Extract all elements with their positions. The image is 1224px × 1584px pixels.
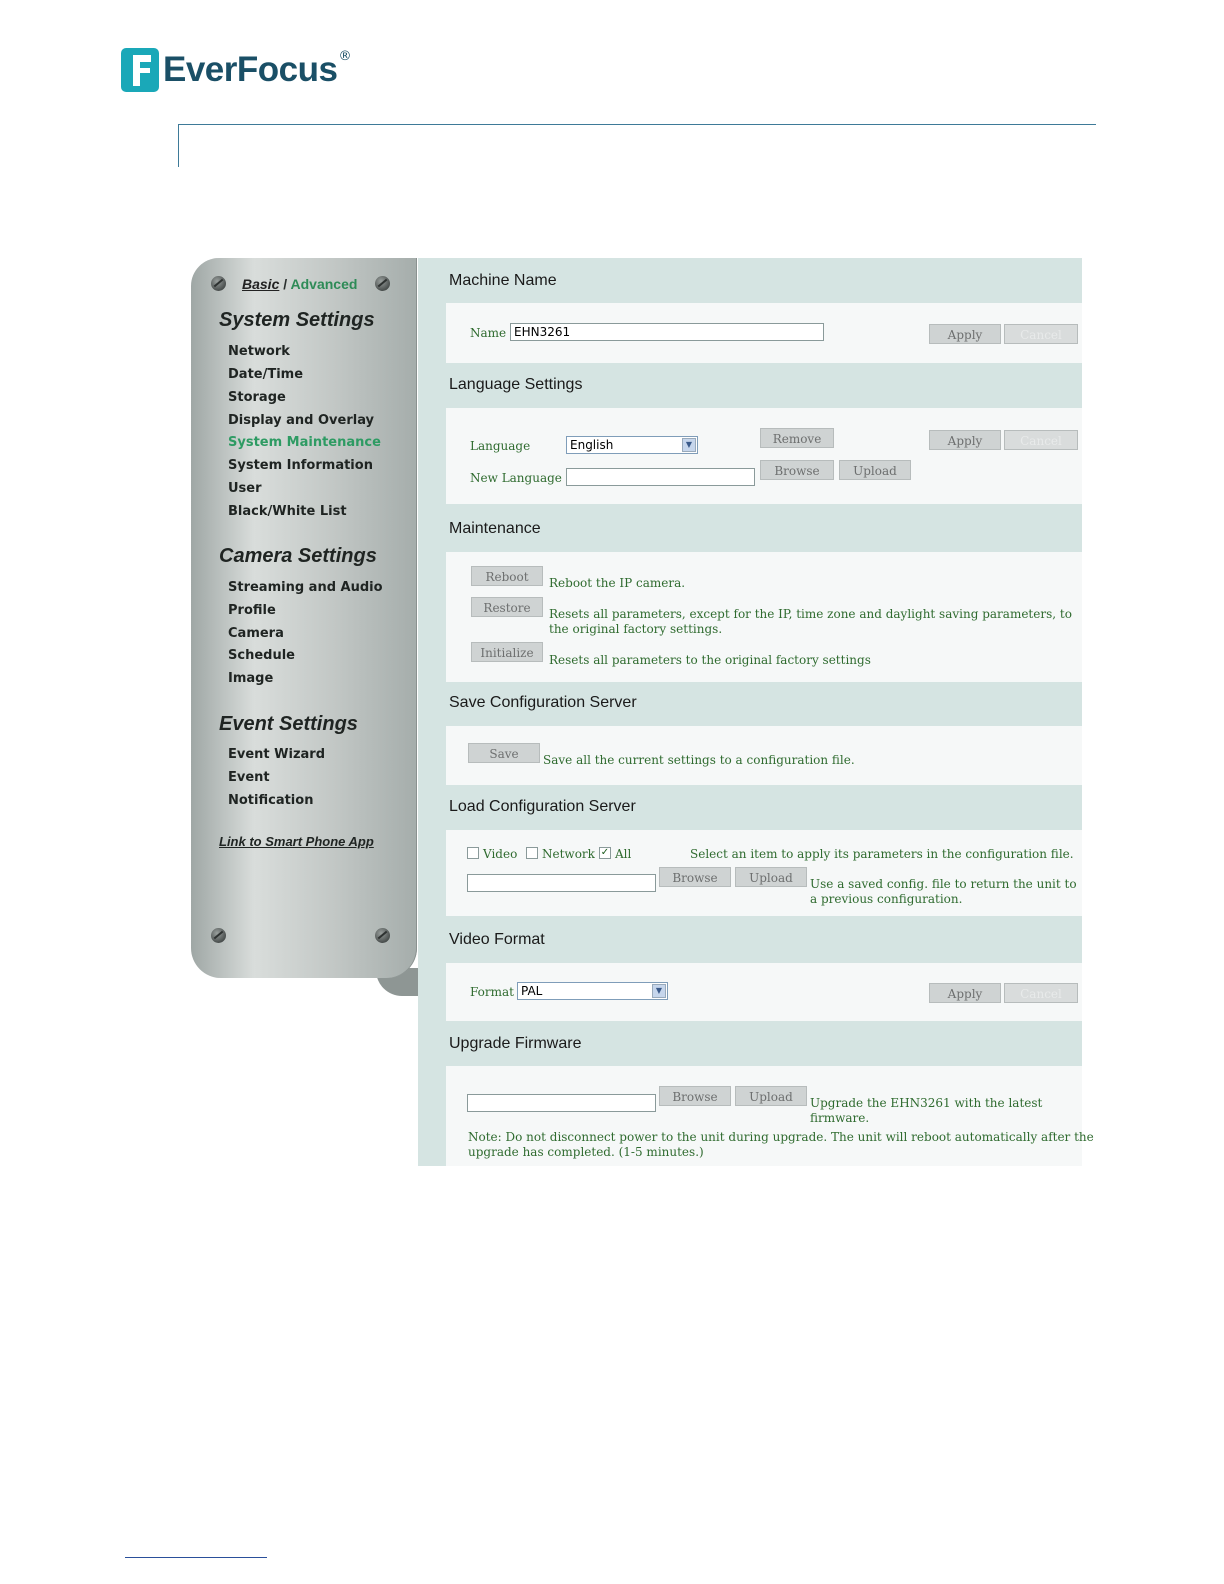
footer-rule xyxy=(125,1557,267,1558)
initialize-button[interactable]: Initialize xyxy=(471,642,543,662)
machine-apply-button[interactable]: Apply xyxy=(929,324,1001,344)
nav-camera[interactable]: Camera xyxy=(228,626,284,641)
everfocus-logo-icon xyxy=(121,48,159,92)
remove-language-button[interactable]: Remove xyxy=(760,428,834,448)
mode-switch xyxy=(242,276,357,292)
nav-image[interactable]: Image xyxy=(228,671,274,686)
registered-mark: ® xyxy=(338,48,352,64)
new-language-label: New Language xyxy=(470,471,562,485)
screw-icon xyxy=(211,276,226,291)
initialize-description: Resets all parameters to the original factory settings xyxy=(549,653,871,667)
firmware-description-line1: Upgrade the EHN3261 with the latest xyxy=(810,1096,1043,1110)
network-checkbox-label: Network xyxy=(542,847,595,861)
event-settings-title: Event Settings xyxy=(219,713,358,735)
firmware-browse-button[interactable]: Browse xyxy=(659,1086,731,1106)
screw-icon xyxy=(375,276,390,291)
video-format-apply-button[interactable]: Apply xyxy=(929,983,1001,1003)
nav-event-wizard[interactable]: Event Wizard xyxy=(228,747,326,762)
firmware-upload-button[interactable]: Upload xyxy=(735,1086,807,1106)
all-checkbox[interactable]: ✓ xyxy=(600,847,610,858)
video-format-cancel-button[interactable]: Cancel xyxy=(1004,983,1078,1003)
chevron-down-icon: ▼ xyxy=(682,438,696,452)
browse-language-button[interactable]: Browse xyxy=(760,460,834,480)
restore-description-line2: the original factory settings. xyxy=(549,622,723,636)
nav-user[interactable]: User xyxy=(228,481,262,496)
language-box xyxy=(446,408,1082,504)
screw-icon xyxy=(211,928,226,943)
everfocus-logo xyxy=(121,48,351,92)
basic-mode-link[interactable]: Basic xyxy=(242,276,280,292)
advanced-mode-link[interactable]: Advanced xyxy=(290,276,358,292)
nav-date-time[interactable]: Date/Time xyxy=(228,367,304,382)
save-config-button[interactable]: Save xyxy=(468,743,540,763)
nav-system-information[interactable]: System Information xyxy=(228,458,373,473)
nav-storage[interactable]: Storage xyxy=(228,390,286,405)
load-config-title: Load Configuration Server xyxy=(449,798,636,815)
reboot-button[interactable]: Reboot xyxy=(471,566,543,586)
header-rule xyxy=(178,124,1096,125)
upload-language-button[interactable]: Upload xyxy=(839,460,911,480)
camera-settings-title: Camera Settings xyxy=(219,545,377,567)
machine-name-input[interactable]: EHN3261 xyxy=(510,323,824,341)
screw-icon xyxy=(375,928,390,943)
video-format-select-value: PAL xyxy=(521,984,543,998)
nav-event[interactable]: Event xyxy=(228,770,270,785)
select-item-description: Select an item to apply its parameters in the configuration file. xyxy=(690,847,1074,861)
sidebar xyxy=(191,258,417,978)
nav-profile[interactable]: Profile xyxy=(228,603,276,618)
name-label: Name xyxy=(470,326,507,340)
smart-phone-app-link[interactable]: Link to Smart Phone App xyxy=(219,834,374,849)
brand-name: EverFocus xyxy=(163,50,338,89)
firmware-note-line2: upgrade has completed. (1-5 minutes.) xyxy=(468,1145,704,1159)
video-format-select[interactable] xyxy=(517,982,668,1000)
reboot-description: Reboot the IP camera. xyxy=(549,576,686,590)
video-checkbox-label: Video xyxy=(483,847,518,861)
nav-system-maintenance[interactable]: System Maintenance xyxy=(228,435,381,450)
language-cancel-button[interactable]: Cancel xyxy=(1004,430,1078,450)
save-config-title: Save Configuration Server xyxy=(449,694,637,711)
save-config-description: Save all the current settings to a configuration file. xyxy=(543,753,855,767)
language-apply-button[interactable]: Apply xyxy=(929,430,1001,450)
config-file-input[interactable] xyxy=(467,874,656,892)
use-config-description-line2: a previous configuration. xyxy=(810,892,963,906)
nav-schedule[interactable]: Schedule xyxy=(228,648,295,663)
new-language-input[interactable] xyxy=(566,468,755,486)
nav-streaming-audio[interactable]: Streaming and Audio xyxy=(228,580,383,595)
network-checkbox[interactable] xyxy=(526,847,538,859)
restore-button[interactable]: Restore xyxy=(471,597,543,617)
restore-description-line1: Resets all parameters, except for the IP, time zone and daylight saving parameters, to xyxy=(549,607,1072,621)
language-select-value: English xyxy=(570,438,614,452)
settings-panel xyxy=(418,258,1082,1166)
use-config-description-line1: Use a saved config. file to return the unit to xyxy=(810,877,1077,891)
nav-black-white-list[interactable]: Black/White List xyxy=(228,504,347,519)
header-tick xyxy=(178,124,179,167)
format-label: Format xyxy=(470,985,514,999)
firmware-description-line2: firmware. xyxy=(810,1111,870,1125)
mode-separator: / xyxy=(283,276,288,292)
upgrade-firmware-title: Upgrade Firmware xyxy=(449,1035,582,1052)
chevron-down-icon: ▼ xyxy=(652,984,666,998)
machine-name-title: Machine Name xyxy=(449,272,557,289)
firmware-file-input[interactable] xyxy=(467,1094,656,1112)
language-label: Language xyxy=(470,439,531,453)
machine-cancel-button[interactable]: Cancel xyxy=(1004,324,1078,344)
system-settings-title: System Settings xyxy=(219,309,375,331)
config-browse-button[interactable]: Browse xyxy=(659,867,731,887)
video-format-title: Video Format xyxy=(449,931,545,948)
language-select[interactable] xyxy=(566,436,698,454)
maintenance-title: Maintenance xyxy=(449,520,541,537)
config-upload-button[interactable]: Upload xyxy=(735,867,807,887)
nav-notification[interactable]: Notification xyxy=(228,793,314,808)
nav-display-overlay[interactable]: Display and Overlay xyxy=(228,413,375,428)
video-checkbox[interactable] xyxy=(467,847,479,859)
nav-network[interactable]: Network xyxy=(228,344,290,359)
language-settings-title: Language Settings xyxy=(449,376,583,393)
firmware-note-line1: Note: Do not disconnect power to the unit during upgrade. The unit will reboot automatically after the xyxy=(468,1130,1094,1144)
all-checkbox-label: All xyxy=(615,847,632,861)
